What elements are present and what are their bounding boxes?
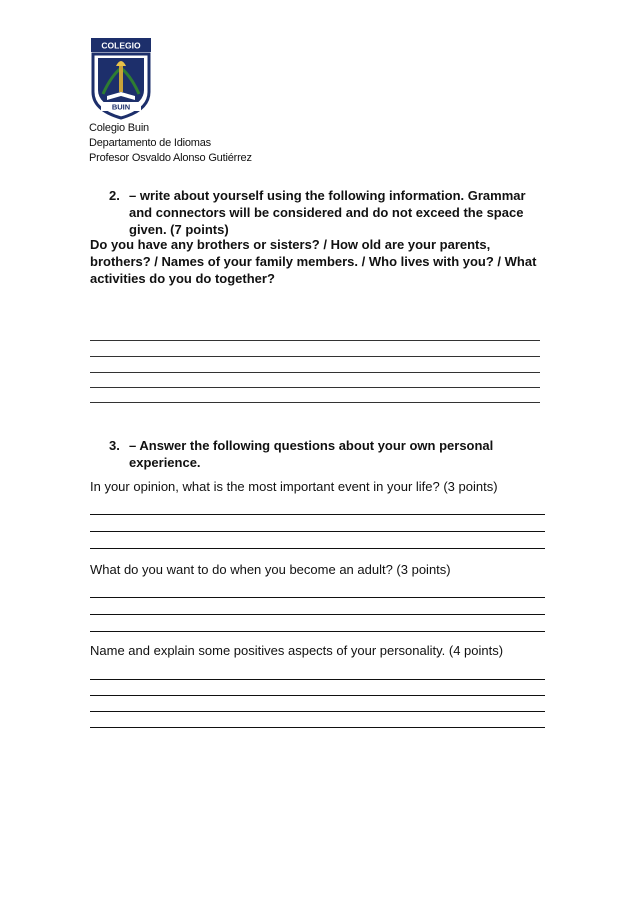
school-name: Colegio Buin — [89, 122, 149, 134]
prompt-become-adult: What do you want to do when you become an adult? (3 points) — [90, 562, 451, 577]
answer-line[interactable] — [90, 340, 540, 341]
answer-line[interactable] — [90, 548, 545, 549]
answer-line[interactable] — [90, 711, 545, 712]
answer-line[interactable] — [90, 356, 540, 357]
school-crest-logo — [89, 36, 153, 120]
question-2-number: 2. — [109, 188, 120, 203]
answer-line[interactable] — [90, 531, 545, 532]
answer-line[interactable] — [90, 387, 540, 388]
instructions-line: Do you have any brothers or sisters? / How old are your parents, — [90, 237, 491, 252]
question-3-number: 3. — [109, 438, 120, 453]
answer-line[interactable] — [90, 514, 545, 515]
prompt-important-event: In your opinion, what is the most important event in your life? (3 points) — [90, 479, 498, 494]
crest-bottom-text: BUIN — [111, 102, 131, 112]
answer-line[interactable] — [90, 727, 545, 728]
school-header — [89, 121, 252, 166]
teacher-name: Profesor Osvaldo Alonso Gutiérrez — [89, 152, 252, 164]
instructions-line: brothers? / Names of your family members. / Who lives with you? / What — [90, 254, 537, 269]
answer-line[interactable] — [90, 695, 545, 696]
question-2-instructions — [90, 236, 550, 287]
answer-line[interactable] — [90, 372, 540, 373]
question-2-title-line: – write about yourself using the following information. Grammar — [129, 188, 526, 203]
question-2-title-line: given. (7 points) — [129, 222, 229, 237]
question-2-title — [129, 187, 526, 238]
department-name: Departamento de Idiomas — [89, 137, 211, 149]
prompt-personality: Name and explain some positives aspects of your personality. (4 points) — [90, 643, 504, 658]
answer-line[interactable] — [90, 402, 540, 403]
answer-line[interactable] — [90, 631, 545, 632]
question-3-title-line: experience. — [129, 455, 201, 470]
torch-icon — [119, 66, 123, 92]
question-3-title — [129, 437, 493, 471]
question-2-title-line: and connectors will be considered and do not exceed the space — [129, 205, 524, 220]
answer-line[interactable] — [90, 597, 545, 598]
question-3-title-line: – Answer the following questions about your own personal — [129, 438, 494, 453]
answer-line[interactable] — [90, 614, 545, 615]
crest-top-text: COLEGIO — [101, 40, 141, 51]
instructions-line: activities do you do together? — [90, 271, 275, 286]
answer-line[interactable] — [90, 679, 545, 680]
